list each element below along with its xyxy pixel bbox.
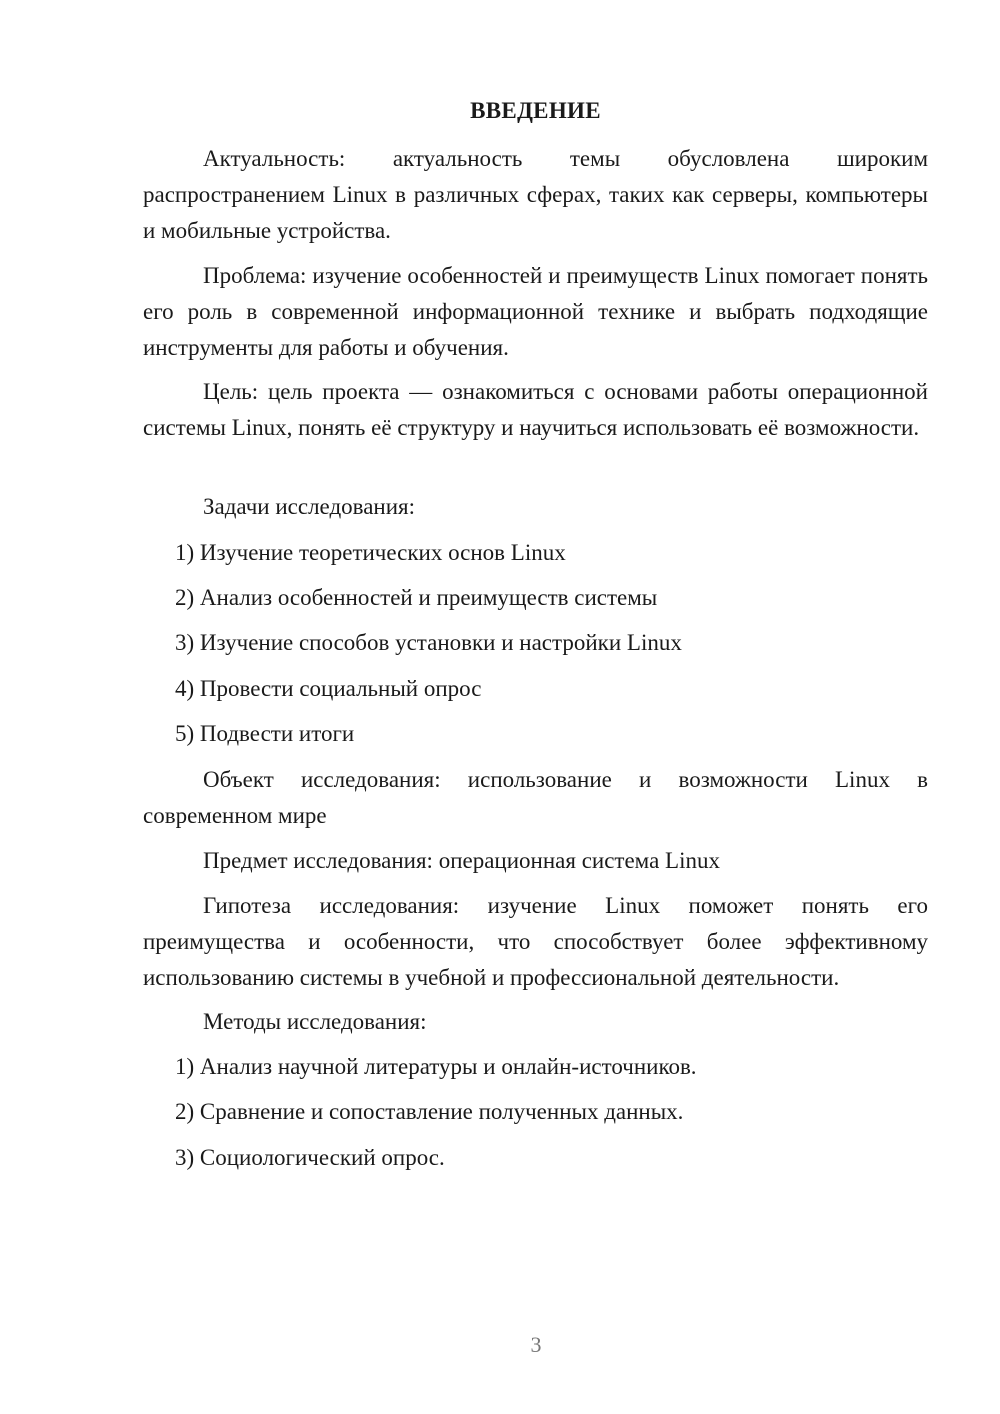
method-item: 2) Сравнение и сопоставление полученных данных. <box>175 1099 684 1124</box>
hypothesis-paragraph: Гипотеза исследования: изучение Linux поможет понять его преимущества и особенности, что способствует более эффективному использованию системы в учебной и профессиональной деятельности. <box>143 893 928 990</box>
task-item: 4) Провести социальный опрос <box>175 676 482 701</box>
subject-paragraph: Предмет исследования: операционная система Linux <box>203 848 720 873</box>
method-item: 1) Анализ научной литературы и онлайн-источников. <box>175 1054 697 1079</box>
page-number: 3 <box>530 1332 542 1357</box>
relevance-paragraph: Актуальность: актуальность темы обусловлена широким распространением Linux в различных сферах, таких как серверы, компьютеры и мобильные устройства. <box>143 146 928 243</box>
method-item: 3) Социологический опрос. <box>175 1145 445 1170</box>
methods-heading: Методы исследования: <box>203 1009 427 1034</box>
object-paragraph: Объект исследования: использование и возможности Linux в современном мире <box>143 767 928 828</box>
task-item: 1) Изучение теоретических основ Linux <box>175 540 566 565</box>
task-item: 3) Изучение способов установки и настройки Linux <box>175 630 682 655</box>
tasks-heading: Задачи исследования: <box>203 494 416 519</box>
task-item: 2) Анализ особенностей и преимуществ системы <box>175 585 658 610</box>
task-item: 5) Подвести итоги <box>175 721 355 746</box>
problem-paragraph: Проблема: изучение особенностей и преимуществ Linux помогает понять его роль в современной информационной технике и выбрать подходящие инструменты для работы и обучения. <box>143 263 928 360</box>
goal-paragraph: Цель: цель проекта — ознакомиться с основами работы операционной системы Linux, понять её структуру и научиться использовать её возможности. <box>143 379 928 440</box>
page-title: ВВЕДЕНИЕ <box>470 98 601 123</box>
